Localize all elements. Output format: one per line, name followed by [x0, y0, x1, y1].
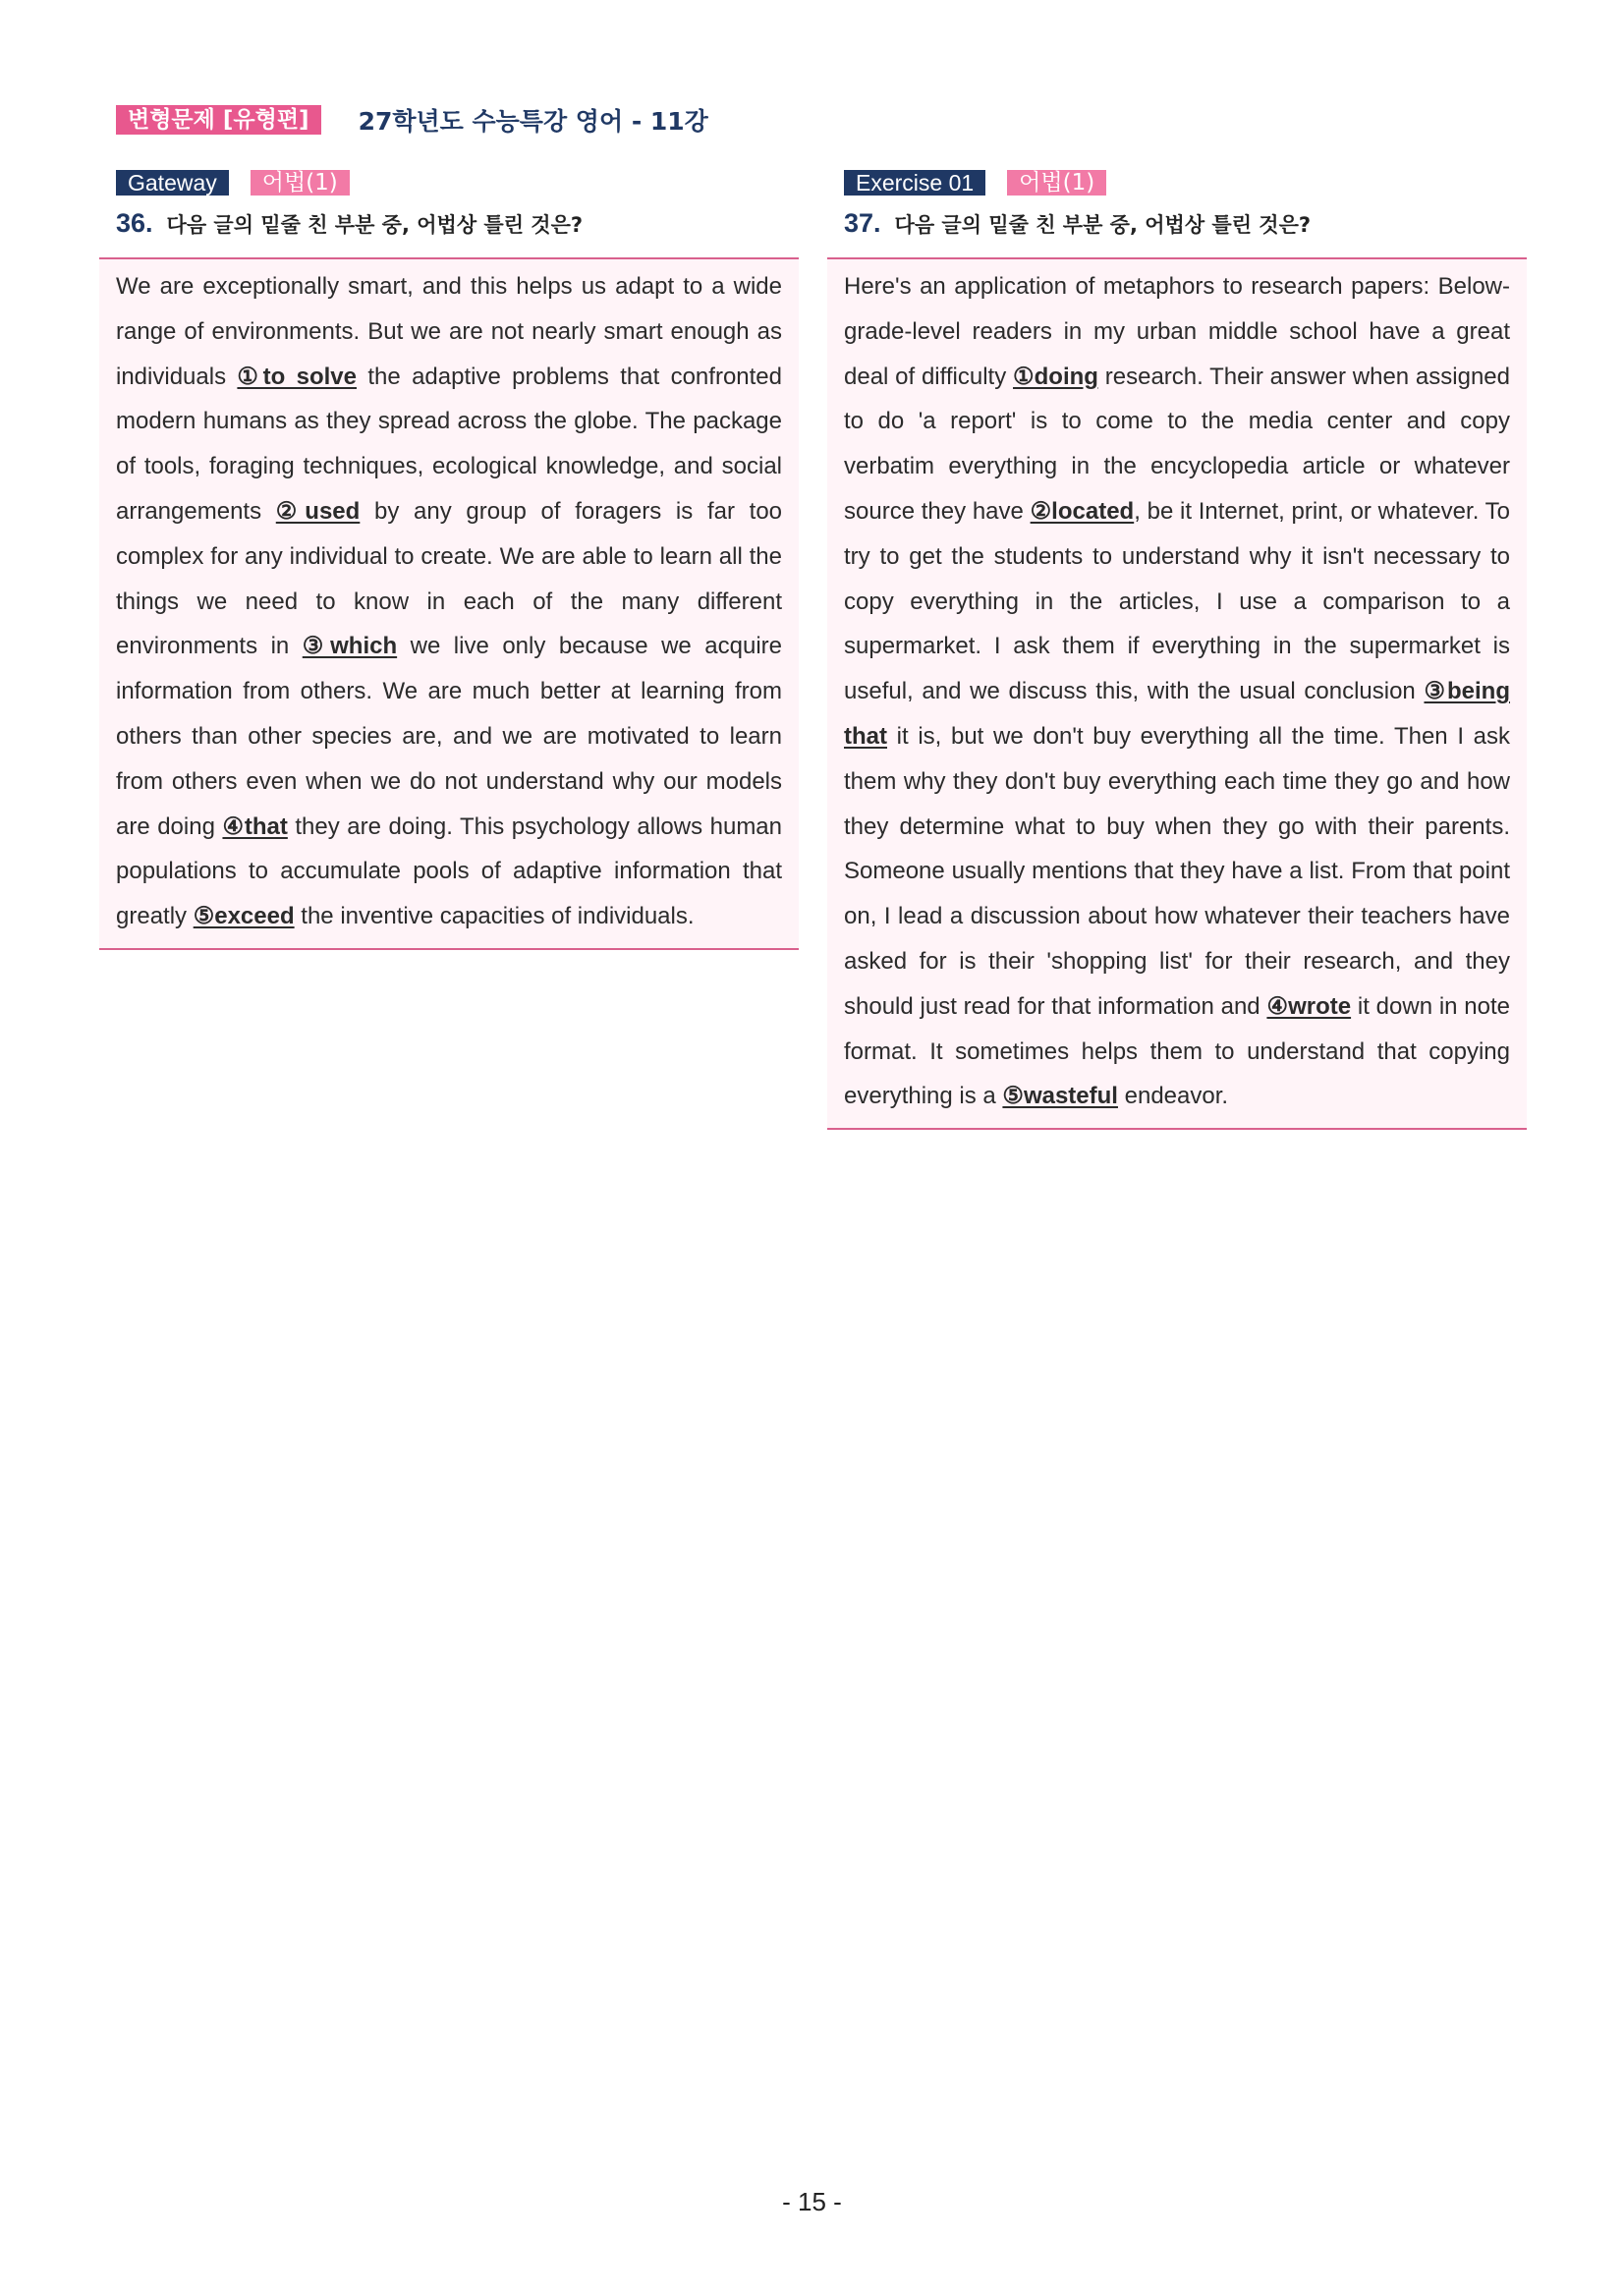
- passage-segment: they are doing. This psychology allows human populations to accumulate pools of adaptive information that greatly: [116, 812, 783, 930]
- question-line: [99, 208, 799, 244]
- passage-segment: research. Their answer when assigned to do 'a report' is to come to the media center and copy verbatim everything in the encyclopedia article or whatever source they have: [844, 363, 1511, 525]
- question-text: 다음 글의 밑줄 친 부분 중, 어법상 틀린 것은?: [166, 213, 584, 237]
- passage-segment: the inventive capacities of individuals.: [294, 903, 695, 930]
- underlined-choice: ⑤exceed: [193, 903, 295, 930]
- page-title: 27학년도 수능특강 영어 - 11강: [358, 107, 708, 136]
- passage-text: [116, 264, 782, 939]
- passage-box: [827, 257, 1527, 1130]
- left-column: [99, 169, 799, 950]
- underlined-choice: ⑤wasteful: [1002, 1083, 1118, 1110]
- right-column: [827, 169, 1527, 1130]
- page-number: - 15 -: [782, 2187, 842, 2216]
- question-number: 37.: [844, 208, 881, 238]
- underlined-choice: ④that: [222, 812, 288, 840]
- underlined-choice: ①doing: [1013, 363, 1098, 390]
- gateway-badge: Gateway: [116, 170, 229, 196]
- underlined-choice: ④wrote: [1266, 992, 1352, 1020]
- passage-segment: it is, but we don't buy everything all the time. Then I ask them why they don't buy everything each time they go and how they determine what to buy when they go with their parents. Someone usually mentions that they have a list. From that point on, I lead a discussion about how whatever their teachers have asked for is their 'shopping list' for their research, and they should just read for that information and: [844, 722, 1510, 1020]
- passage-text: [844, 264, 1510, 1119]
- passage-box: [99, 257, 799, 950]
- underlined-choice: ③being that: [844, 678, 1510, 750]
- question-text: 다음 글의 밑줄 친 부분 중, 어법상 틀린 것은?: [894, 213, 1312, 237]
- category-badge: 어법(1): [251, 170, 350, 196]
- question-number: 36.: [116, 208, 153, 238]
- underlined-choice: ③which: [302, 633, 398, 660]
- underlined-choice: ①to solve: [237, 363, 357, 390]
- passage-segment: Here's an application of metaphors to research papers: Below-grade-level readers in my urban middle school have a great deal of difficulty: [844, 273, 1510, 390]
- question-line: [827, 208, 1527, 244]
- passage-segment: by any group of foragers is far too complex for any individual to create. We are able to learn all the things we need to know in each of the many different environments in: [116, 497, 783, 660]
- passage-segment: the adaptive problems that confronted modern humans as they spread across the globe. The package of tools, foraging techniques, ecological knowledge, and social arrangements: [116, 363, 783, 525]
- exercise-badge: Exercise 01: [844, 170, 985, 196]
- passage-segment: We are exceptionally smart, and this helps us adapt to a wide range of environments. But we are not nearly smart enough as individuals: [116, 273, 782, 390]
- page-header: [116, 102, 708, 138]
- underlined-choice: ②used: [275, 497, 361, 525]
- right-badges: [827, 169, 1527, 196]
- passage-segment: it down in note format. It sometimes helps them to understand that copying everything is a: [844, 992, 1511, 1110]
- passage-segment: , be it Internet, print, or whatever. To try to get the students to understand why it isn't necessary to copy everything in the articles, I use a comparison to a supermarket. I ask them if everything in the supermarket is useful, and we discuss this, with the usual conclusion: [844, 497, 1510, 705]
- section-tag: 변형문제 [유형편]: [116, 105, 321, 135]
- passage-segment: we live only because we acquire information from others. We are much better at learning from others than other species are, and we are motivated to learn from others even when we do not understand why our models are doing: [116, 633, 782, 840]
- passage-segment: endeavor.: [1117, 1083, 1229, 1110]
- underlined-choice: ②located: [1030, 497, 1135, 525]
- left-badges: [99, 169, 799, 196]
- category-badge: 어법(1): [1007, 170, 1106, 196]
